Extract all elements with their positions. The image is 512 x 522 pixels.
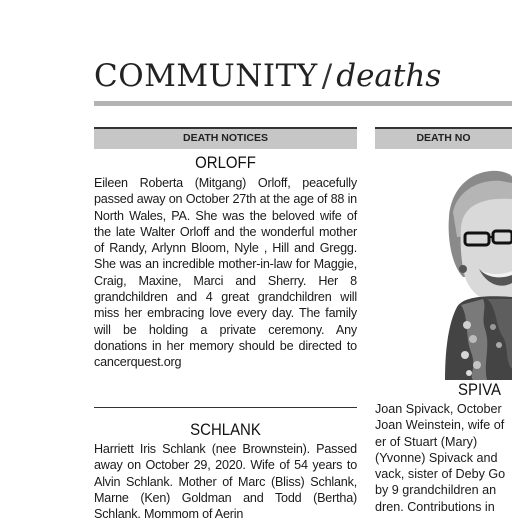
obituary-text: Harriett Iris Schlank (nee Brownstein). Passed away on October 29, 2020. Wife of 54 years to Alvin Schlank. Mother of Marc (Bliss) Schlank, Marne (Ken) Goldman and Todd (Bertha) Schlank. Mommom of Aerin [94,442,357,522]
text-line: vack, sister of Deby Go [375,467,506,482]
obituary-name: SCHLANK [190,420,261,439]
text-line: er of Stuart (Mary) [375,434,478,449]
section-title: COMMUNITY [94,58,318,94]
text-line: dren. Contributions in [375,499,495,514]
obituary-name-spivack: SPIVA [458,380,501,399]
obituary-spivack-text [375,401,512,515]
column-banner-left: DEATH NOTICES [94,127,357,149]
obituary-divider [94,407,357,408]
obituary-schlank [94,420,357,522]
header-rule [94,101,512,106]
section-subtitle: deaths [336,58,442,94]
text-line: Joan Weinstein, wife of [375,418,505,433]
portrait-image [443,157,512,380]
text-line: (Yvonne) Spivack and [375,450,498,465]
obituary-text: Eileen Roberta (Mitgang) Orloff, peacefully passed away on October 27th at the age of 88 in North Wales, PA. She was the beloved wife of the late Walter Orloff and the wonderful mother of Randy, Arlynn Bloom, Nyle , Hill and Gregg. She was an incredible mother-in-law for Maggie, Craig, Maxine, Marci and Sherry. Her 8 grandchildren and 4 great grandchildren will miss her embracing love every day. The family will be holding a private ceremony. Any donations in her memory should be directed to cancerquest.org [94,176,357,370]
text-line: Joan Spivack, October [375,402,502,416]
section-header [94,58,512,98]
column-banner-right: DEATH NO [375,127,512,149]
obituary-photo [443,157,512,380]
obituary-orloff [94,153,357,371]
header-separator: / [321,58,333,94]
obituary-name: ORLOFF [195,153,256,172]
text-line: by 9 grandchildren an [375,483,497,498]
